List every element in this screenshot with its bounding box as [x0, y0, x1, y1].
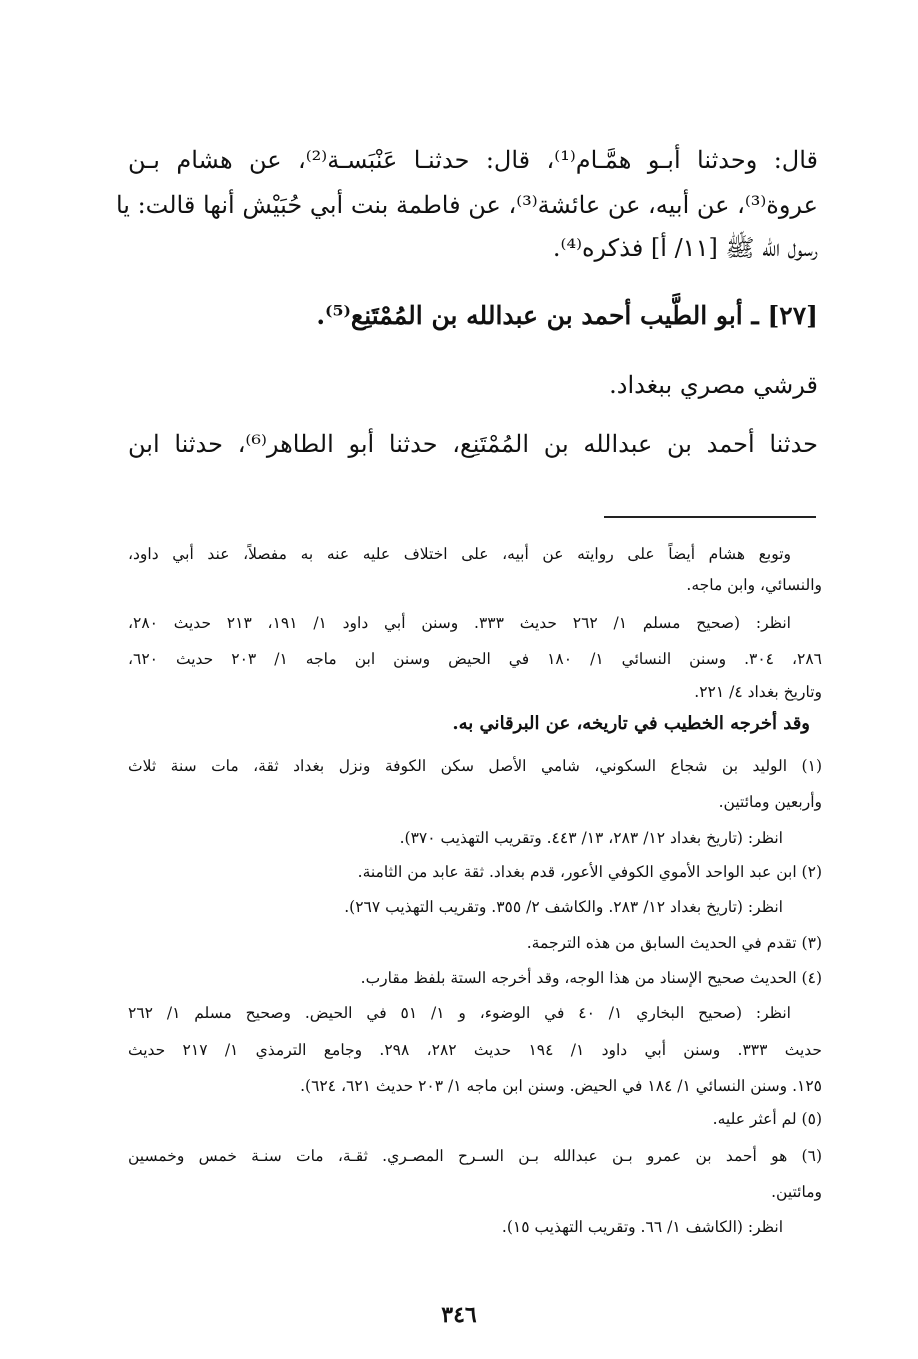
footnote-line: (٥) لم أعثر عليه.: [712, 1110, 822, 1128]
entry-heading: [٢٧] ـ أبو الطَّيب أحمد بن عبدالله بن المُمْتَنِع⁽⁵⁾.: [316, 301, 818, 330]
footnote-line: وقد أخرجه الخطيب في تاريخه، عن البرقاني به.: [452, 713, 810, 734]
body-text-subline: قرشي مصري ببغداد.: [609, 371, 818, 399]
footnote-line: انظر: (صحيح مسلم ١/ ٢٦٢ حديث ٣٣٣. وسنن أبي داود ١/ ١٩١، ٢١٣ حديث ٢٨٠،: [128, 614, 791, 632]
footnote-line: ١٢٥. وسنن النسائي ١/ ١٨٤ في الحيض. وسنن ابن ماجه ١/ ٢٠٣ حديث ٦٢١، ٦٢٤).: [300, 1077, 822, 1095]
footnote-line: وتاريخ بغداد ٤/ ٢٢١.: [694, 683, 822, 701]
footnote-line: والنسائي، وابن ماجه.: [686, 576, 822, 594]
footnote-line: (٦) هو أحمد بن عمرو بـن عبدالله بـن السـرح المصـري. ثقـة، مات سنـة خمس وخمسين: [128, 1147, 822, 1165]
footnote-line: وأربعين ومائتين.: [718, 793, 822, 811]
body-text-line-2: عروة⁽³⁾، عن أبيه، عن عائشة⁽³⁾، عن فاطمة بنت أبي حُبَيْش أنها قالت: يا: [115, 191, 818, 219]
footnote-line: (٢) ابن عبد الواحد الأموي الكوفي الأعور، قدم بغداد. ثقة عابد من الثامنة.: [357, 863, 822, 881]
body-text-line-1: قال: وحدثنا أبـو همَّـام⁽¹⁾، قال: حدثنـا عَنْبَسـة⁽²⁾، عن هشام بـن: [128, 146, 819, 174]
footnote-line: انظر: (صحيح البخاري ١/ ٤٠ في الوضوء، و ١/ ٥١ في الحيض. وصحيح مسلم ١/ ٢٦٢: [128, 1004, 791, 1022]
footnote-separator: [604, 516, 816, 518]
footnote-line: حديث ٣٣٣. وسنن أبي داود ١/ ١٩٤ حديث ٢٨٢، ٢٩٨. وجامع الترمذي ١/ ٢١٧ حديث: [128, 1041, 822, 1059]
footnote-line: (٣) تقدم في الحديث السابق من هذه الترجمة.: [526, 934, 822, 952]
footnote-line: ٢٨٦، ٣٠٤. وسنن النسائي ١/ ١٨٠ في الحيض وسنن ابن ماجه ١/ ٢٠٣ حديث ٦٢٠،: [128, 650, 822, 668]
footnote-line: وتوبع هشام أيضاً على روايته عن أبيه، على اختلاف عليه عنه به مفصلاً، عند أبي داود،: [128, 545, 791, 563]
footnote-line: انظر: (تاريخ بغداد ١٢/ ٢٨٣. والكاشف ٢/ ٣٥٥. وتقريب التهذيب ٢٦٧).: [344, 898, 783, 916]
page-number: ٣٤٦: [441, 1302, 477, 1328]
body-text-line-3: رسول الله ﷺ [١١/ أ] فذكره⁽⁴⁾.: [552, 234, 818, 262]
footnote-line: (٤) الحديث صحيح الإسناد من هذا الوجه، وقد أخرجه الستة بلفظ مقارب.: [360, 969, 822, 987]
footnote-line: (١) الوليد بن شجاع السكوني، شامي الأصل سكن الكوفة ونزل بغداد ثقة، مات سنة ثلاث: [128, 757, 822, 775]
footnote-line: انظر: (الكاشف ١/ ٦٦. وتقريب التهذيب ١٥).: [501, 1218, 783, 1236]
footnote-line: انظر: (تاريخ بغداد ١٢/ ٢٨٣، ١٣/ ٤٤٣. وتقريب التهذيب ٣٧٠).: [399, 829, 783, 847]
body-text-last-line: حدثنا أحمد بن عبدالله بن المُمْتَنِع، حدثنا أبو الطاهر⁽⁶⁾، حدثنا ابن: [128, 430, 819, 458]
footnote-line: ومائتين.: [771, 1183, 822, 1201]
